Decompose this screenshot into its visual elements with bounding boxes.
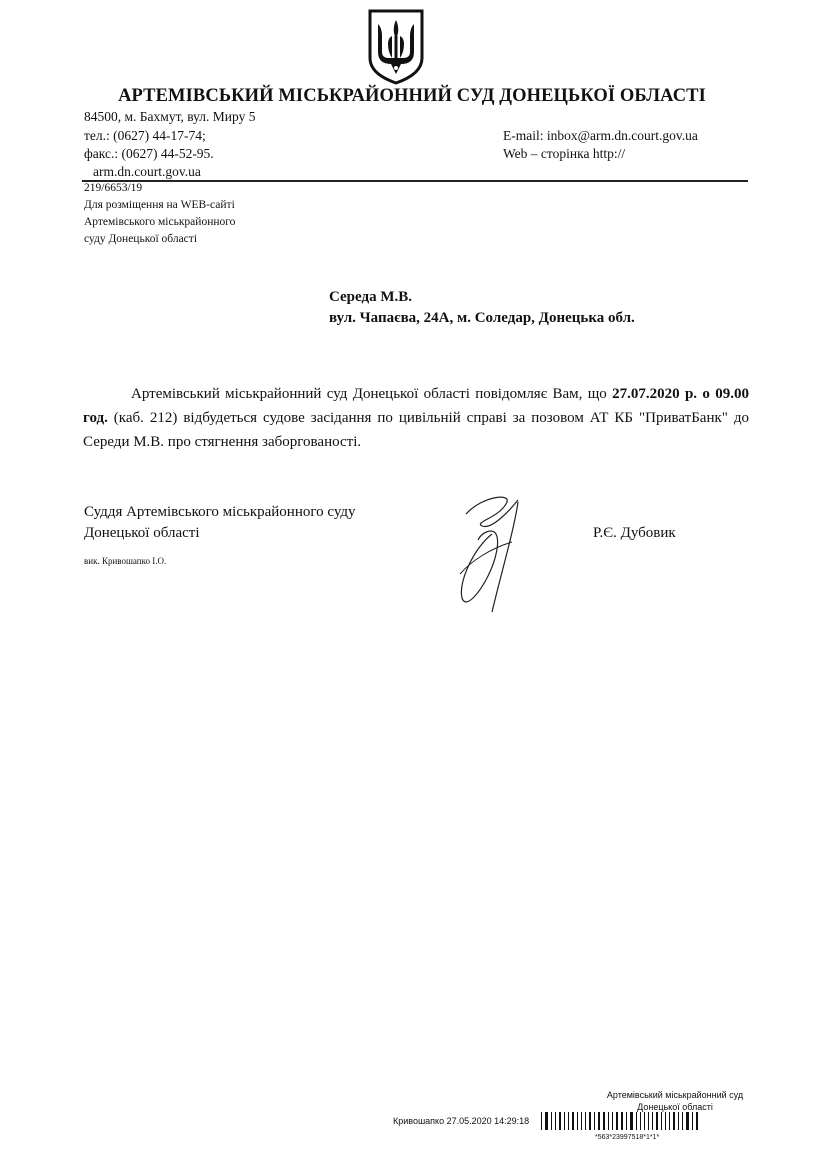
barcode-bar [545,1112,548,1130]
executor-name: вик. Кривошапко І.О. [84,556,167,566]
barcode-bar [669,1112,670,1130]
header-divider [82,180,748,182]
hearing-time: р. о 09.00 год. [83,386,749,426]
footer-org-line2: Донецької області [637,1102,713,1112]
court-fax: факс.: (0627) 44-52-95. [84,146,214,161]
barcode-bar [616,1112,618,1130]
barcode-bar [652,1112,653,1130]
barcode-bar [598,1112,600,1130]
barcode-bar [603,1112,605,1130]
barcode-bar [673,1112,675,1130]
barcode-bar [577,1112,578,1130]
court-title: АРТЕМІВСЬКИЙ МІСЬКРАЙОННИЙ СУД ДОНЕЦЬКОЇ ОБЛАСТІ [118,86,706,106]
outgoing-note-line1: Для розміщення на WEB-сайті [84,199,235,211]
document-barcode [541,1112,701,1130]
court-address: 84500, м. Бахмут, вул. Миру 5 [84,109,256,124]
notice-text-part1: Артемівський міськрайонний суд Донецької області повідомляє Вам, що [131,386,613,402]
handwritten-signature-icon [452,490,532,615]
barcode-bar [564,1112,565,1130]
barcode-bar [612,1112,613,1130]
barcode-bar [696,1112,698,1130]
outgoing-number: 219/6653/19 [84,182,143,194]
outgoing-note-line3: суду Донецької області [84,233,198,245]
barcode-bar [541,1112,542,1130]
footer-org-line1: Артемівський міськрайонний суд [606,1090,744,1100]
barcode-bar [551,1112,552,1130]
barcode-bar [626,1112,627,1130]
barcode-bar [686,1112,689,1130]
barcode-bar [608,1112,609,1130]
court-email: E-mail: inbox@arm.dn.court.gov.ua [503,128,698,143]
court-web-page: Web – сторінка http:// [503,146,626,161]
hearing-date: 27.07.2020 [612,386,680,402]
barcode-bar [665,1112,666,1130]
barcode-bar [630,1112,633,1130]
court-website: arm.dn.court.gov.ua [93,164,201,179]
barcode-bar [621,1112,623,1130]
barcode-bar [682,1112,683,1130]
barcode-bar [648,1112,649,1130]
barcode-caption: *563*23997518*1*1* [595,1134,660,1141]
barcode-bar [644,1112,645,1130]
barcode-bar [559,1112,561,1130]
registration-stamp: Кривошапко 27.05.2020 14:29:18 [393,1116,530,1126]
coat-of-arms-icon [367,8,425,86]
recipient-name: Середа М.В. [329,289,412,305]
barcode-bar [581,1112,582,1130]
barcode-bar [568,1112,569,1130]
outgoing-note-line2: Артемівського міськрайонного [84,216,236,228]
judge-position-line1: Суддя Артемівського міськрайонного суду [84,504,356,520]
barcode-bar [555,1112,556,1130]
barcode-bar [640,1112,641,1130]
barcode-bar [572,1112,574,1130]
barcode-bar [636,1112,637,1130]
barcode-bar [661,1112,662,1130]
barcode-bar [656,1112,658,1130]
notice-text-part2: (каб. 212) відбудеться судове засідання по цивільній справі за позовом АТ КБ "ПриватБанк" до Середи М.В. про стягнення заборгованості. [83,410,749,450]
barcode-bar [585,1112,586,1130]
court-phone: тел.: (0627) 44-17-74; [84,128,206,143]
recipient-address: вул. Чапаєва, 24А, м. Соледар, Донецька обл. [329,310,635,326]
judge-name: Р.Є. Дубовик [593,525,676,541]
judge-position-line2: Донецької області [84,525,200,541]
barcode-bar [594,1112,595,1130]
notice-paragraph [83,382,749,454]
barcode-bar [678,1112,679,1130]
barcode-bar [589,1112,591,1130]
barcode-bar [692,1112,693,1130]
